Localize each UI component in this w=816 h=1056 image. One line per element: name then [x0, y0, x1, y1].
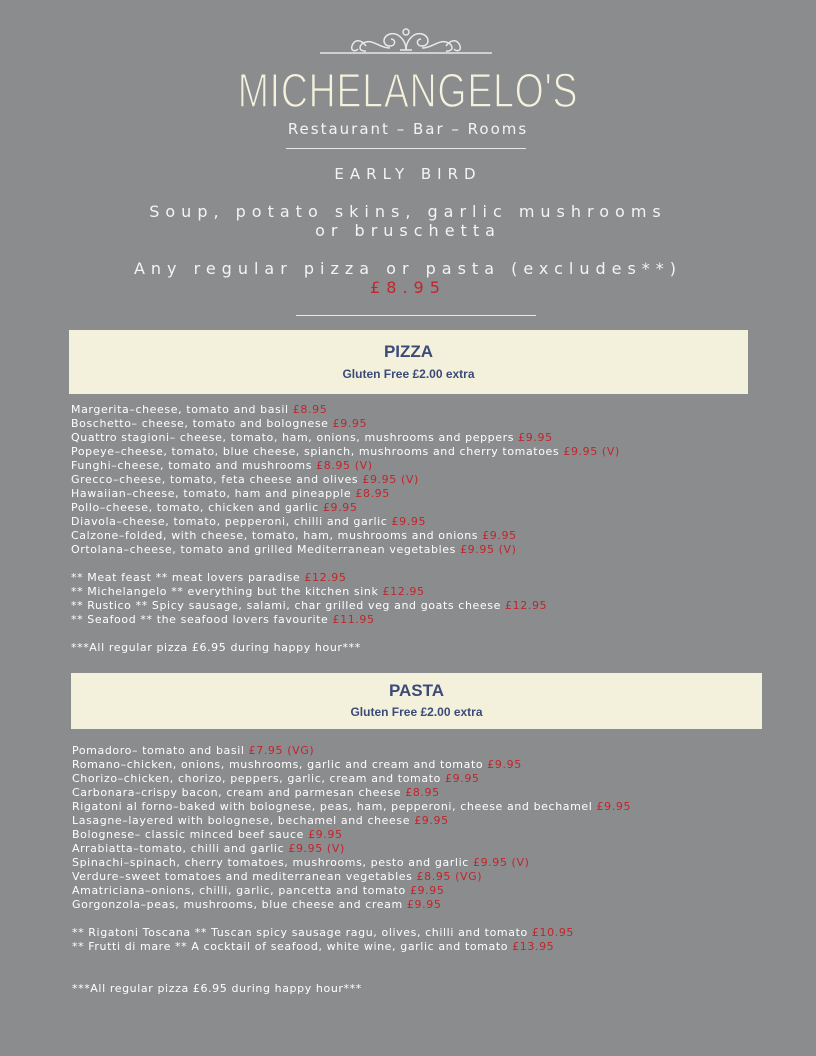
- item-price: £9.95: [518, 431, 553, 444]
- menu-item: [72, 842, 631, 856]
- deal-line: Any regular pizza or pasta (excludes**): [133, 259, 683, 278]
- special-item: [71, 613, 620, 627]
- item-description: Spinachi–spinach, cherry tomatoes, mushrooms, pesto and garlic: [72, 856, 473, 869]
- item-price: £8.95 (VG): [416, 870, 483, 883]
- item-description: ** Frutti di mare ** A cocktail of seafood, white wine, garlic and tomato: [72, 940, 513, 953]
- menu-item: [72, 758, 631, 772]
- item-description: ** Seafood ** the seafood lovers favourite: [71, 613, 333, 626]
- happy-hour-note: ***All regular pizza £6.95 during happy hour***: [72, 982, 362, 995]
- item-description: Pomadoro– tomato and basil: [72, 744, 249, 757]
- item-description: Margerita–cheese, tomato and basil: [71, 403, 293, 416]
- divider: [286, 148, 526, 149]
- menu-item: [72, 772, 631, 786]
- item-price: £12.95: [382, 585, 425, 598]
- item-price: £9.95: [487, 758, 522, 771]
- menu-item: [71, 459, 620, 473]
- item-description: Quattro stagioni– cheese, tomato, ham, onions, mushrooms and peppers: [71, 431, 519, 444]
- item-price: £13.95: [512, 940, 555, 953]
- special-item: [71, 585, 620, 599]
- item-description: Rigatoni al forno–baked with bolognese, peas, ham, pepperoni, cheese and bechamel: [72, 800, 597, 813]
- early-bird-offer: [0, 259, 816, 297]
- menu-item: [72, 786, 631, 800]
- menu-item: [72, 800, 631, 814]
- menu-item: [72, 884, 631, 898]
- section-title: PIZZA: [383, 342, 434, 361]
- item-price: £8.95: [292, 403, 328, 416]
- restaurant-logo: MICHELANGELO'S: [237, 65, 579, 118]
- item-price: £9.95: [391, 515, 427, 528]
- restaurant-subtitle: Restaurant – Bar – Rooms: [287, 120, 529, 138]
- menu-item: [72, 744, 631, 758]
- menu-item: [71, 445, 620, 459]
- menu-item: [71, 501, 620, 515]
- item-description: ** Rigatoni Toscana ** Tuscan spicy sausage ragu, olives, chilli and tomato: [72, 926, 532, 939]
- item-price: £9.95: [308, 828, 343, 841]
- item-price: £8.95: [405, 786, 440, 799]
- early-bird-heading: EARLY BIRD: [334, 165, 482, 183]
- item-description: Bolognese– classic minced beef sauce: [72, 828, 309, 841]
- item-price: £9.95: [406, 898, 442, 911]
- item-description: Hawaiian–cheese, tomato, ham and pineapple: [71, 487, 356, 500]
- menu-item: [72, 814, 631, 828]
- item-price: £9.95 (V): [460, 543, 517, 556]
- item-price: £11.95: [332, 613, 375, 626]
- menu-item: [71, 487, 620, 501]
- item-price: £9.95: [322, 501, 358, 514]
- item-price: £9.95: [409, 884, 445, 897]
- special-item: [72, 940, 631, 954]
- item-description: Ortolana–cheese, tomato and grilled Mediterranean vegetables: [71, 543, 461, 556]
- special-item: [71, 571, 620, 585]
- item-description: Funghi–cheese, tomato and mushrooms: [71, 459, 317, 472]
- menu-item: [71, 515, 620, 529]
- item-description: Romano–chicken, onions, mushrooms, garlic and cream and tomato: [72, 758, 488, 771]
- item-description: Amatriciana–onions, chilli, garlic, pancetta and tomato: [72, 884, 410, 897]
- deal-line: Soup, potato skins, garlic mushrooms: [149, 202, 667, 221]
- item-description: ** Meat feast ** meat lovers paradise: [71, 571, 305, 584]
- pizza-section-header: [69, 330, 748, 394]
- item-description: Diavola–cheese, tomato, pepperoni, chilli and garlic: [71, 515, 392, 528]
- item-description: Calzone–folded, with cheese, tomato, ham, mushrooms and onions: [71, 529, 483, 542]
- item-price: £9.95 (V): [563, 445, 620, 458]
- item-price: £8.95: [355, 487, 390, 500]
- menu-item: [72, 898, 631, 912]
- divider: [296, 315, 536, 316]
- item-description: Lasagne–layered with bolognese, bechamel and cheese: [72, 814, 415, 827]
- item-price: £9.95: [482, 529, 517, 542]
- special-item: [71, 599, 620, 613]
- menu-item: [71, 529, 620, 543]
- item-price: £9.95: [414, 814, 449, 827]
- item-description: Verdure–sweet tomatoes and mediterranean vegetables: [72, 870, 417, 883]
- menu-item: [72, 856, 631, 870]
- item-description: Carbonara–crispy bacon, cream and parmesan cheese: [72, 786, 406, 799]
- item-price: £9.95 (V): [288, 842, 345, 855]
- menu-item: [71, 417, 620, 431]
- item-price: £12.95: [505, 599, 548, 612]
- section-title: PASTA: [388, 681, 445, 700]
- item-description: Boschetto– cheese, tomato and bolognese: [71, 417, 333, 430]
- deal-line: or bruschetta: [315, 221, 501, 240]
- pasta-menu-list: [72, 744, 631, 954]
- early-bird-deal: [0, 202, 816, 240]
- item-price: £9.95: [445, 772, 480, 785]
- item-description: Chorizo–chicken, chorizo, peppers, garlic, cream and tomato: [72, 772, 446, 785]
- item-price: £9.95: [596, 800, 632, 813]
- item-description: Arrabiatta–tomato, chilli and garlic: [72, 842, 289, 855]
- pizza-menu-list: [71, 403, 620, 655]
- menu-item: [71, 543, 620, 557]
- menu-item: [71, 473, 620, 487]
- menu-item: [72, 828, 631, 842]
- item-description: ** Rustico ** Spicy sausage, salami, char grilled veg and goats cheese: [71, 599, 506, 612]
- item-price: £9.95 (V): [362, 473, 419, 486]
- gluten-free-note: Gluten Free £2.00 extra: [350, 705, 483, 719]
- ornament-icon: [320, 26, 492, 56]
- item-price: £8.95 (V): [316, 459, 373, 472]
- item-description: Popeye–cheese, tomato, blue cheese, spianch, mushrooms and cherry tomatoes: [71, 445, 564, 458]
- item-price: £12.95: [304, 571, 347, 584]
- item-price: £10.95: [531, 926, 575, 939]
- item-description: Gorgonzola–peas, mushrooms, blue cheese and cream: [72, 898, 407, 911]
- pasta-section-header: [71, 673, 762, 729]
- deal-price: £8.95: [370, 278, 446, 297]
- item-description: Pollo–cheese, tomato, chicken and garlic: [71, 501, 323, 514]
- menu-item: [72, 870, 631, 884]
- item-price: £7.95 (VG): [248, 744, 315, 757]
- item-price: £9.95: [332, 417, 368, 430]
- special-item: [72, 926, 631, 940]
- item-description: Grecco–cheese, tomato, feta cheese and olives: [71, 473, 363, 486]
- gluten-free-note: Gluten Free £2.00 extra: [342, 367, 475, 381]
- item-description: ** Michelangelo ** everything but the kitchen sink: [71, 585, 383, 598]
- menu-item: [71, 403, 620, 417]
- item-price: £9.95 (V): [472, 856, 530, 869]
- menu-item: [71, 431, 620, 445]
- happy-hour-note: ***All regular pizza £6.95 during happy hour***: [71, 641, 361, 654]
